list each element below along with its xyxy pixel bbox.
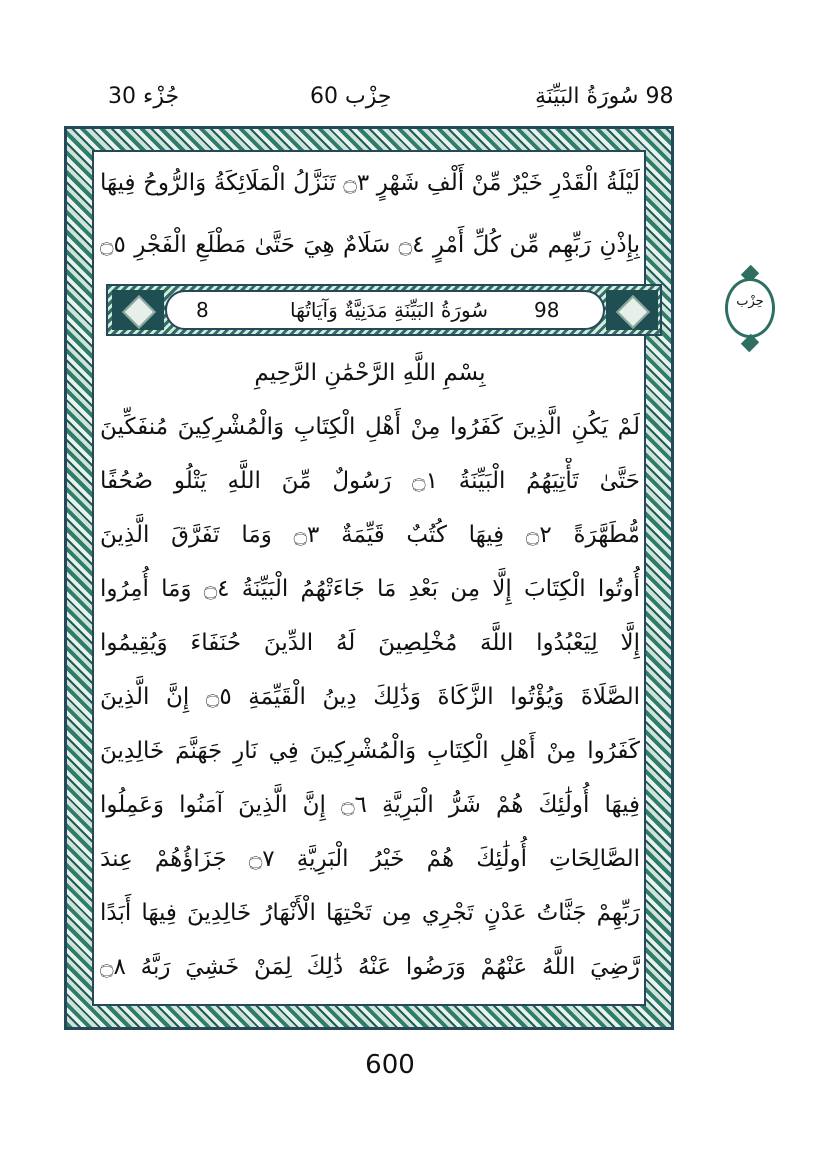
text-line-2: بِإِذْنِ رَبِّهِم مِّن كُلِّ أَمْرٍ ۝٤ سَلَامٌ هِيَ حَتَّىٰ مَطْلَعِ الْفَجْرِ ۝٥ (100, 232, 640, 258)
hizb-marker-label: حِزْب (736, 294, 764, 309)
text-line-13: رَّضِيَ اللَّهُ عَنْهُمْ وَرَضُوا عَنْهُ ذَٰلِكَ لِمَنْ خَشِيَ رَبَّهُ ۝٨ (100, 954, 640, 980)
text-line-6: أُوتُوا الْكِتَابَ إِلَّا مِن بَعْدِ مَا جَاءَتْهُمُ الْبَيِّنَةُ ۝٤ وَمَا أُمِرُوا (100, 576, 640, 602)
header-juz: جُزْء 30 (108, 84, 180, 109)
text-line-8: الصَّلَاةَ وَيُؤْتُوا الزَّكَاةَ وَذَٰلِكَ دِينُ الْقَيِّمَةِ ۝٥ إِنَّ الَّذِينَ (100, 684, 640, 710)
text-line-5: مُّطَهَّرَةً ۝٢ فِيهَا كُتُبٌ قَيِّمَةٌ ۝٣ وَمَا تَفَرَّقَ الَّذِينَ (100, 522, 640, 548)
banner-ayah-count: 8 (196, 298, 209, 322)
page-number: 600 (365, 1050, 415, 1080)
header-hizb: حِزْب 60 (310, 84, 392, 109)
banner-surah-title: سُورَةُ البَيِّنَةِ مَدَنِيَّةٌ وَآيَاتُهَا (290, 298, 489, 322)
basmala: بِسْمِ اللَّهِ الرَّحْمَٰنِ الرَّحِيمِ (254, 360, 486, 386)
text-line-11: الصَّالِحَاتِ أُولَٰئِكَ هُمْ خَيْرُ الْبَرِيَّةِ ۝٧ جَزَاؤُهُمْ عِندَ (100, 846, 640, 872)
text-line-3: لَمْ يَكُنِ الَّذِينَ كَفَرُوا مِنْ أَهْلِ الْكِتَابِ وَالْمُشْرِكِينَ مُنفَكِّينَ (100, 414, 640, 440)
text-line-4: حَتَّىٰ تَأْتِيَهُمُ الْبَيِّنَةُ ۝١ رَسُولٌ مِّنَ اللَّهِ يَتْلُو صُحُفًا (100, 468, 640, 494)
text-line-9: كَفَرُوا مِنْ أَهْلِ الْكِتَابِ وَالْمُشْرِكِينَ فِي نَارِ جَهَنَّمَ خَالِدِينَ (100, 738, 640, 764)
text-line-1: لَيْلَةُ الْقَدْرِ خَيْرٌ مِّنْ أَلْفِ شَهْرٍ ۝٣ تَنَزَّلُ الْمَلَائِكَةُ وَالرُّوحُ فِيهَا (100, 170, 640, 196)
text-line-7: إِلَّا لِيَعْبُدُوا اللَّهَ مُخْلِصِينَ لَهُ الدِّينَ حُنَفَاءَ وَيُقِيمُوا (100, 630, 640, 656)
hizb-marker (722, 264, 778, 352)
banner-surah-number: 98 (534, 298, 560, 322)
text-line-12: رَبِّهِمْ جَنَّاتُ عَدْنٍ تَجْرِي مِن تَحْتِهَا الْأَنْهَارُ خَالِدِينَ فِيهَا أَبَدًا (100, 900, 640, 926)
text-line-10: فِيهَا أُولَٰئِكَ هُمْ شَرُّ الْبَرِيَّةِ ۝٦ إِنَّ الَّذِينَ آمَنُوا وَعَمِلُوا (100, 792, 640, 818)
header-surah-name: 98 سُورَةُ البَيِّنَةِ (535, 84, 674, 109)
